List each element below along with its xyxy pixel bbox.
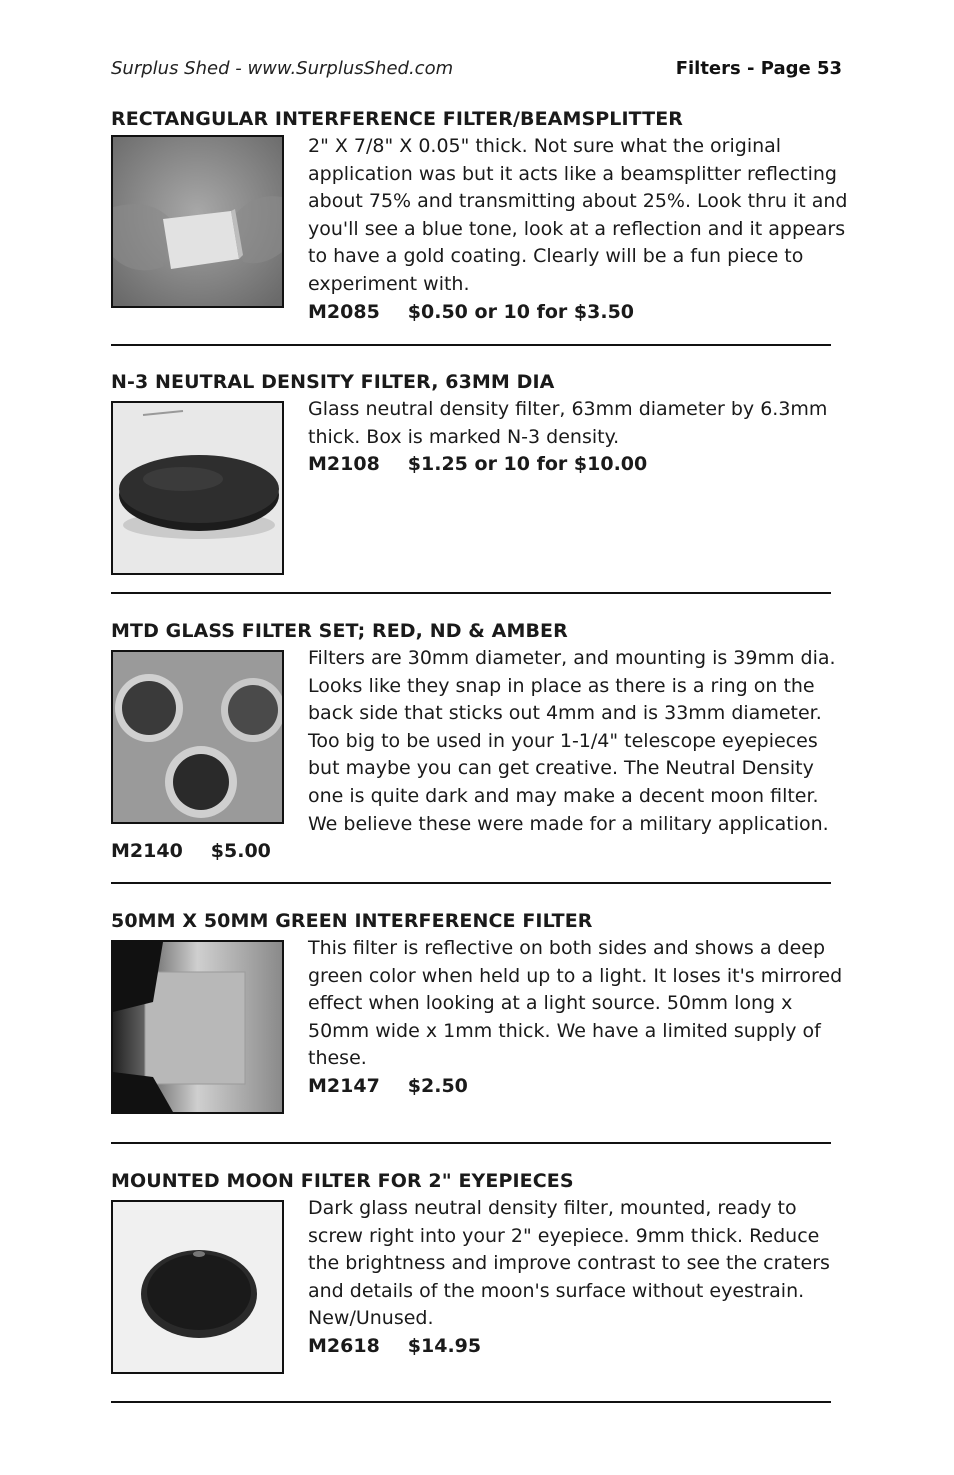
product-order-line xyxy=(308,1073,848,1101)
product-description: 2" X 7/8" X 0.05" thick. Not sure what the original application was but it acts like a beamsplitter reflecting about 75% and transmitting about 25%. Look thru it and you'll see a blue tone, look at a reflection and it appears to have a gold coating. Clearly will be a fun piece to experiment with. xyxy=(308,135,848,295)
product-code: M2085 xyxy=(308,300,380,323)
product-order-line xyxy=(308,1333,848,1361)
product-title: 50MM X 50MM GREEN INTERFERENCE FILTER xyxy=(111,910,593,932)
product-price: $1.25 or 10 for $10.00 xyxy=(407,453,648,476)
product-photo-beamsplitter xyxy=(111,135,284,308)
product-description: Filters are 30mm diameter, and mounting is 39mm dia. Looks like they snap in place as there is a ring on the back side that sticks out 4mm and is 33mm diameter. Too big to be used in your 1-1/4" telescope eyepieces but maybe you can get creative. The Neutral Density one is quite dark and may make a decent moon filter. We believe these were made for a military application. xyxy=(308,647,836,835)
product-title: N-3 NEUTRAL DENSITY FILTER, 63MM DIA xyxy=(111,371,555,393)
product-title: MTD GLASS FILTER SET; RED, ND & AMBER xyxy=(111,620,568,642)
product-price: $14.95 xyxy=(407,1334,482,1357)
product-photo-nd-filter xyxy=(111,401,284,575)
product-photo-filter-set xyxy=(111,650,284,824)
product-description: This filter is reflective on both sides and shows a deep green color when held up to a light. It loses it's mirrored effect when looking at a light source. 50mm long x 50mm wide x 1mm thick. We have a limited supply of these. xyxy=(308,937,843,1070)
product-description: Dark glass neutral density filter, mounted, ready to screw right into your 2" eyepiece. 9mm thick. Reduce the brightness and improve contrast to see the craters and details of the moon's surface without eyestrain. New/Unused. xyxy=(308,1197,830,1330)
divider xyxy=(111,1142,831,1144)
product-code: M2147 xyxy=(308,1074,380,1097)
divider xyxy=(111,344,831,346)
header-site: Surplus Shed - www.SurplusShed.com xyxy=(111,58,454,79)
product-price: $0.50 or 10 for $3.50 xyxy=(407,300,635,323)
header-page: Filters - Page 53 xyxy=(675,58,842,79)
product-order-line xyxy=(111,840,271,862)
divider xyxy=(111,1401,831,1403)
divider xyxy=(111,882,831,884)
product-order-line xyxy=(308,451,848,479)
product-title: MOUNTED MOON FILTER FOR 2" EYEPIECES xyxy=(111,1170,574,1192)
product-code: M2108 xyxy=(308,453,380,476)
product-order-line xyxy=(308,299,848,327)
product-price: $2.50 xyxy=(407,1074,468,1097)
product-title: RECTANGULAR INTERFERENCE FILTER/BEAMSPLITTER xyxy=(111,108,684,130)
product-photo-green-filter xyxy=(111,940,284,1114)
product-photo-moon-filter xyxy=(111,1200,284,1374)
product-code: M2618 xyxy=(308,1334,380,1357)
divider xyxy=(111,592,831,594)
product-code: M2140 xyxy=(111,840,183,862)
product-description: Glass neutral density filter, 63mm diameter by 6.3mm thick. Box is marked N-3 density. xyxy=(308,398,828,448)
product-price: $5.00 xyxy=(210,840,271,862)
